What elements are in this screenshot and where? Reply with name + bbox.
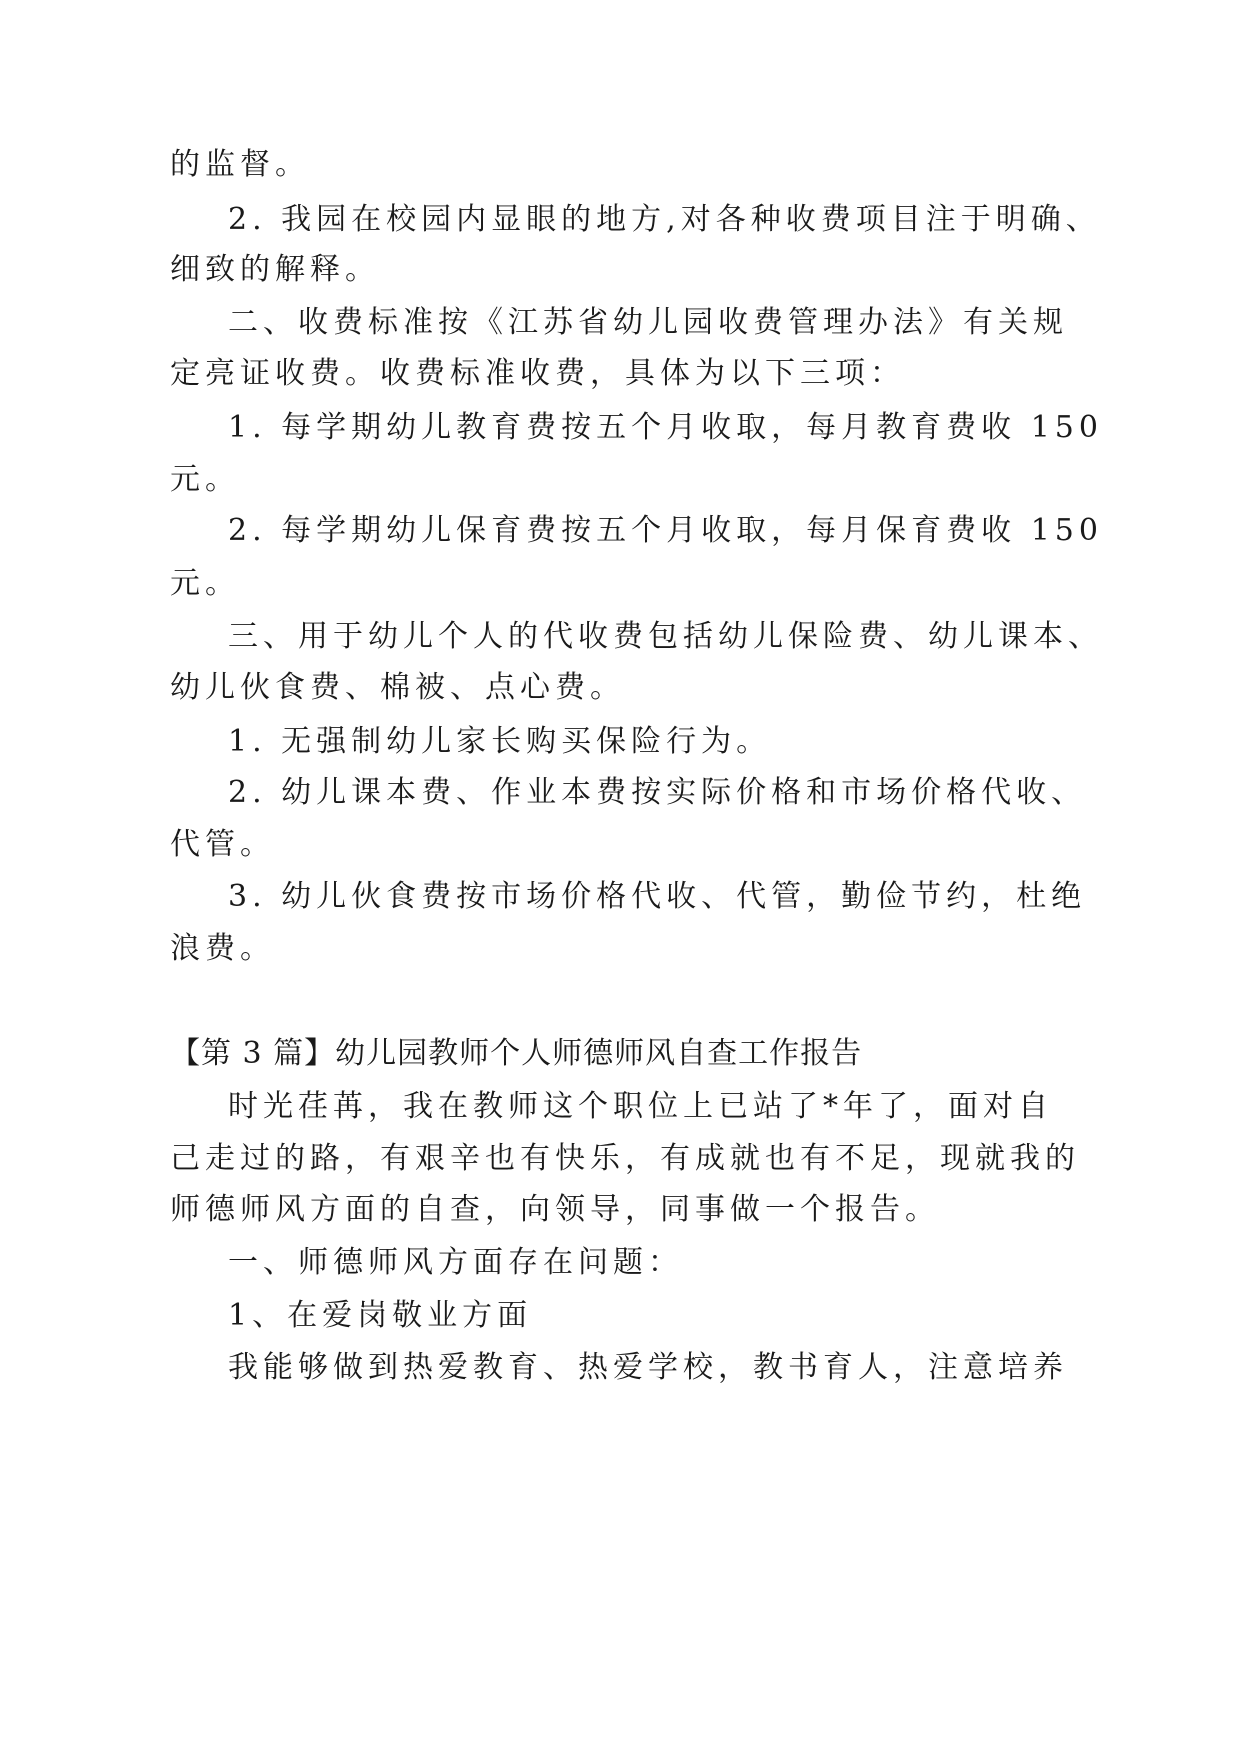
text-line: 代管。 bbox=[170, 827, 275, 862]
text-line: 我能够做到热爱教育、热爱学校，教书育人，注意培养 bbox=[228, 1350, 1068, 1385]
text-line: 己走过的路，有艰辛也有快乐，有成就也有不足，现就我的 bbox=[170, 1141, 1080, 1176]
text-line: 细致的解释。 bbox=[170, 252, 380, 287]
text-line: 师德师风方面的自查，向领导，同事做一个报告。 bbox=[170, 1192, 940, 1227]
text-line: 1. 每学期幼儿教育费按五个月收取，每月教育费收 150 bbox=[228, 410, 1103, 445]
text-line: 元。 bbox=[170, 462, 240, 497]
section-heading: 【第 3 篇】幼儿园教师个人师德师风自查工作报告 bbox=[170, 1036, 863, 1071]
text-line: 2. 每学期幼儿保育费按五个月收取，每月保育费收 150 bbox=[228, 513, 1103, 548]
text-line: 元。 bbox=[170, 566, 240, 601]
text-line: 浪费。 bbox=[170, 931, 275, 966]
text-line: 1. 无强制幼儿家长购买保险行为。 bbox=[228, 724, 772, 759]
text-line: 幼儿伙食费、棉被、点心费。 bbox=[170, 670, 625, 705]
text-line: 1、在爱岗敬业方面 bbox=[228, 1298, 533, 1333]
text-line: 2. 我园在校园内显眼的地方,对各种收费项目注于明确、 bbox=[228, 202, 1101, 237]
text-line: 二、收费标准按《江苏省幼儿园收费管理办法》有关规 bbox=[228, 305, 1068, 340]
text-line: 3. 幼儿伙食费按市场价格代收、代管，勤俭节约，杜绝 bbox=[228, 879, 1087, 914]
text-line: 一、师德师风方面存在问题： bbox=[228, 1245, 683, 1280]
text-line: 三、用于幼儿个人的代收费包括幼儿保险费、幼儿课本、 bbox=[228, 619, 1103, 654]
text-line: 定亮证收费。收费标准收费，具体为以下三项： bbox=[170, 356, 905, 391]
text-line: 的监督。 bbox=[170, 147, 310, 182]
text-line: 时光荏苒，我在教师这个职位上已站了*年了，面对自 bbox=[228, 1089, 1053, 1124]
text-line: 2. 幼儿课本费、作业本费按实际价格和市场价格代收、 bbox=[228, 775, 1087, 810]
